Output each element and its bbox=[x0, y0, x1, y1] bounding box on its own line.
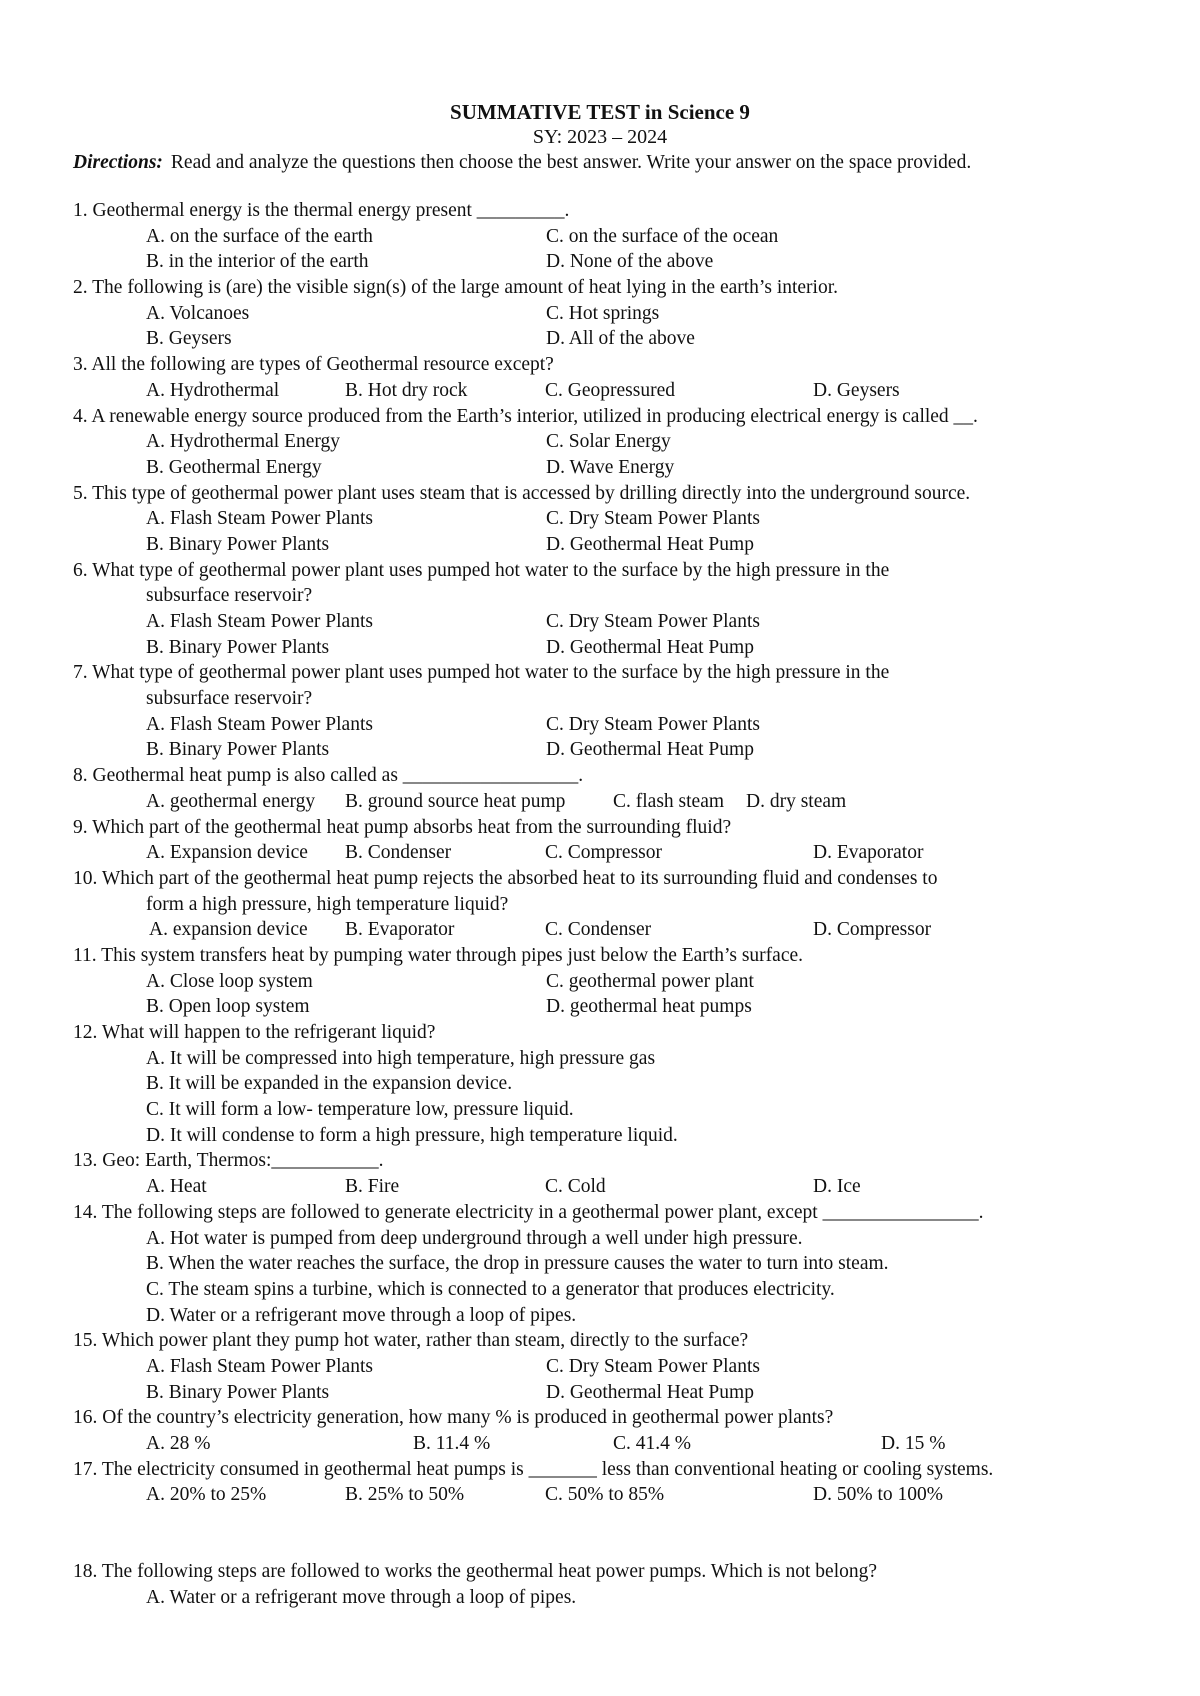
option-row bbox=[73, 789, 1153, 815]
option-row bbox=[73, 455, 1153, 481]
answer-option: D. Geothermal Heat Pump bbox=[546, 739, 754, 761]
answer-option: A. Flash Steam Power Plants bbox=[146, 508, 373, 530]
question-text-continuation: form a high pressure, high temperature liquid? bbox=[146, 893, 509, 915]
option-row bbox=[73, 1123, 1153, 1149]
answer-option: A. Volcanoes bbox=[146, 302, 250, 324]
answer-option: A. Hydrothermal Energy bbox=[146, 431, 341, 453]
question-text: 12. What will happen to the refrigerant liquid? bbox=[73, 1022, 436, 1043]
question-3 bbox=[73, 352, 1153, 378]
answer-option: C. 41.4 % bbox=[613, 1433, 691, 1454]
option-row bbox=[73, 1431, 1153, 1457]
option-row bbox=[73, 609, 1153, 635]
answer-option: B. 11.4 % bbox=[413, 1433, 491, 1454]
option-row bbox=[73, 249, 1153, 275]
question-7 bbox=[73, 660, 1153, 686]
answer-option: C. Cold bbox=[545, 1176, 606, 1198]
answer-option: B. ground source heat pump bbox=[345, 790, 566, 812]
question-text: 9. Which part of the geothermal heat pump absorbs heat from the surrounding fluid? bbox=[73, 816, 732, 838]
question-text: 3. All the following are types of Geothermal resource except? bbox=[73, 354, 554, 376]
question-6 bbox=[73, 558, 1153, 584]
option-row bbox=[73, 1071, 1153, 1097]
answer-option: A. Flash Steam Power Plants bbox=[146, 611, 373, 632]
answer-option: B. Evaporator bbox=[345, 919, 455, 941]
answer-option: A. on the surface of the earth bbox=[146, 225, 373, 247]
answer-option: A. Water or a refrigerant move through a loop of pipes. bbox=[146, 1586, 577, 1608]
question-text: 6. What type of geothermal power plant uses pumped hot water to the surface by the high pressure in the bbox=[73, 559, 890, 581]
answer-option: D. 50% to 100% bbox=[813, 1484, 943, 1506]
answer-option: C. Dry Steam Power Plants bbox=[546, 1355, 760, 1377]
answer-option: A. Close loop system bbox=[146, 970, 313, 992]
answer-option: D. Evaporator bbox=[813, 842, 924, 864]
answer-option: B. 25% to 50% bbox=[345, 1484, 465, 1506]
answer-option: B. Open loop system bbox=[146, 996, 310, 1018]
option-row bbox=[73, 1303, 1153, 1329]
question-9 bbox=[73, 815, 1153, 841]
answer-option: B. Binary Power Plants bbox=[146, 739, 330, 761]
question-2 bbox=[73, 275, 1153, 301]
school-year: SY: 2023 – 2024 bbox=[532, 126, 668, 148]
option-row bbox=[73, 1174, 1153, 1200]
question-1 bbox=[73, 198, 1153, 224]
question-4 bbox=[73, 404, 1153, 430]
question-text: 10. Which part of the geothermal heat pump rejects the absorbed heat to its surrounding fluid and condenses to bbox=[73, 867, 938, 889]
answer-option: C. Condenser bbox=[545, 919, 652, 941]
answer-option: D. Ice bbox=[813, 1176, 861, 1198]
answer-option: C. Dry Steam Power Plants bbox=[546, 611, 760, 632]
answer-option: B. Condenser bbox=[345, 842, 452, 864]
answer-option: B. Hot dry rock bbox=[345, 379, 468, 401]
option-row bbox=[73, 429, 1153, 455]
answer-option: D. Geothermal Heat Pump bbox=[546, 533, 754, 555]
question-15 bbox=[73, 1328, 1153, 1354]
directions bbox=[73, 152, 1173, 174]
answer-option: A. 20% to 25% bbox=[146, 1484, 267, 1506]
question-18 bbox=[73, 1559, 1153, 1585]
answer-option: C. Dry Steam Power Plants bbox=[546, 713, 760, 735]
question-text: 4. A renewable energy source produced from the Earth’s interior, utilized in producing electrical energy is called __. bbox=[73, 405, 978, 427]
question-16 bbox=[73, 1405, 1153, 1431]
option-row bbox=[73, 1585, 1153, 1611]
answer-option: D. Wave Energy bbox=[546, 456, 675, 478]
answer-option: B. Binary Power Plants bbox=[146, 533, 330, 555]
question-text-continuation: subsurface reservoir? bbox=[146, 585, 313, 607]
answer-option: C. Solar Energy bbox=[546, 431, 671, 453]
question-5 bbox=[73, 481, 1153, 507]
question-text: 5. This type of geothermal power plant uses steam that is accessed by drilling directly into the underground source. bbox=[73, 482, 971, 504]
page-title: SUMMATIVE TEST in Science 9 bbox=[450, 100, 750, 124]
question-text: 8. Geothermal heat pump is also called as __________________. bbox=[73, 765, 584, 787]
question-text: 1. Geothermal energy is the thermal energy present _________. bbox=[73, 200, 570, 221]
answer-option: D. Compressor bbox=[813, 919, 932, 941]
question-12 bbox=[73, 1020, 1153, 1046]
answer-option: C. It will form a low- temperature low, pressure liquid. bbox=[146, 1099, 574, 1121]
question-13 bbox=[73, 1148, 1153, 1174]
question-text: 15. Which power plant they pump hot water, rather than steam, directly to the surface? bbox=[73, 1330, 749, 1352]
answer-option: C. Hot springs bbox=[546, 302, 660, 324]
answer-option: C. Geopressured bbox=[545, 379, 675, 401]
option-row bbox=[73, 737, 1153, 763]
answer-option: D. Water or a refrigerant move through a loop of pipes. bbox=[146, 1304, 577, 1326]
question-text: 18. The following steps are followed to works the geothermal heat power pumps. Which is not belong? bbox=[73, 1561, 878, 1583]
answer-option: A. Hot water is pumped from deep underground through a well under high pressure. bbox=[146, 1227, 803, 1249]
question-17 bbox=[73, 1457, 1153, 1483]
question-text: 14. The following steps are followed to generate electricity in a geothermal power plant, except ________________. bbox=[73, 1201, 984, 1223]
blank-space bbox=[73, 1508, 1153, 1559]
answer-option: C. Compressor bbox=[545, 842, 662, 864]
answer-option: C. flash steam bbox=[613, 790, 725, 812]
answer-option: D. Geysers bbox=[813, 379, 900, 401]
option-row bbox=[73, 635, 1153, 661]
answer-option: B. Geysers bbox=[146, 328, 232, 350]
question-text: 11. This system transfers heat by pumping water through pipes just below the Earth’s surface. bbox=[73, 944, 804, 966]
answer-option: B. Geothermal Energy bbox=[146, 456, 322, 478]
question-text: 13. Geo: Earth, Thermos:___________. bbox=[73, 1150, 384, 1172]
answer-option: A. geothermal energy bbox=[146, 790, 316, 812]
answer-option: B. It will be expanded in the expansion device. bbox=[146, 1073, 513, 1095]
answer-option: D. geothermal heat pumps bbox=[546, 996, 752, 1018]
option-row bbox=[73, 532, 1153, 558]
question-10 bbox=[73, 866, 1153, 892]
answer-option: D. None of the above bbox=[546, 251, 714, 273]
option-row bbox=[73, 1380, 1153, 1406]
option-row bbox=[73, 1354, 1153, 1380]
answer-option: C. 50% to 85% bbox=[545, 1484, 665, 1506]
answer-option: A. It will be compressed into high temperature, high pressure gas bbox=[146, 1047, 656, 1069]
answer-option: A. Flash Steam Power Plants bbox=[146, 1355, 373, 1377]
option-row bbox=[73, 969, 1153, 995]
answer-option: A. Expansion device bbox=[146, 842, 308, 864]
option-row bbox=[73, 1277, 1153, 1303]
option-row bbox=[73, 224, 1153, 250]
answer-option: C. Dry Steam Power Plants bbox=[546, 508, 760, 530]
answer-option: A. Hydrothermal bbox=[146, 379, 280, 401]
answer-option: D. It will condense to form a high pressure, high temperature liquid. bbox=[146, 1124, 678, 1146]
option-row bbox=[73, 1046, 1153, 1072]
directions-text: Read and analyze the questions then choose the best answer. Write your answer on the space provided. bbox=[170, 152, 972, 173]
option-row bbox=[73, 1251, 1153, 1277]
question-text: 2. The following is (are) the visible sign(s) of the large amount of heat lying in the earth’s interior. bbox=[73, 277, 839, 299]
option-row bbox=[73, 326, 1153, 352]
option-row bbox=[73, 378, 1153, 404]
directions-label: Directions: bbox=[73, 152, 163, 173]
question-text-continuation: subsurface reservoir? bbox=[146, 688, 313, 710]
answer-option: C. geothermal power plant bbox=[546, 970, 754, 992]
question-text: 16. Of the country’s electricity generation, how many % is produced in geothermal power plants? bbox=[73, 1407, 834, 1429]
question-text: 7. What type of geothermal power plant uses pumped hot water to the surface by the high pressure in the bbox=[73, 662, 890, 684]
option-row bbox=[73, 1482, 1153, 1508]
question-continuation bbox=[73, 892, 1153, 918]
answer-option: D. All of the above bbox=[546, 328, 695, 350]
answer-option: B. When the water reaches the surface, the drop in pressure causes the water to turn into steam. bbox=[146, 1253, 889, 1275]
question-text: 17. The electricity consumed in geothermal heat pumps is _______ less than conventional heating or cooling systems. bbox=[73, 1458, 994, 1480]
answer-option: B. Fire bbox=[345, 1176, 400, 1198]
option-row bbox=[73, 506, 1153, 532]
answer-option: A. 28 % bbox=[146, 1433, 211, 1454]
answer-option: D. Geothermal Heat Pump bbox=[546, 636, 754, 658]
answer-option: D. dry steam bbox=[746, 790, 847, 812]
option-row bbox=[73, 917, 1153, 943]
answer-option: A. Heat bbox=[146, 1176, 207, 1198]
answer-option: D. 15 % bbox=[881, 1433, 946, 1454]
answer-option: D. Geothermal Heat Pump bbox=[546, 1381, 754, 1403]
option-row bbox=[73, 301, 1153, 327]
question-continuation bbox=[73, 686, 1153, 712]
question-8 bbox=[73, 763, 1153, 789]
answer-option: C. The steam spins a turbine, which is connected to a generator that produces electricity. bbox=[146, 1278, 835, 1300]
question-list bbox=[73, 198, 1153, 1610]
option-row bbox=[73, 840, 1153, 866]
option-row bbox=[73, 1226, 1153, 1252]
answer-option: A. Flash Steam Power Plants bbox=[146, 713, 373, 735]
option-row bbox=[73, 994, 1153, 1020]
answer-option: B. in the interior of the earth bbox=[146, 251, 369, 273]
option-row bbox=[73, 1097, 1153, 1123]
answer-option: B. Binary Power Plants bbox=[146, 1381, 330, 1403]
question-continuation bbox=[73, 583, 1153, 609]
answer-option: B. Binary Power Plants bbox=[146, 636, 330, 658]
question-14 bbox=[73, 1200, 1153, 1226]
option-row bbox=[73, 712, 1153, 738]
question-11 bbox=[73, 943, 1153, 969]
answer-option: C. on the surface of the ocean bbox=[546, 225, 779, 247]
answer-option: A. expansion device bbox=[149, 919, 308, 941]
